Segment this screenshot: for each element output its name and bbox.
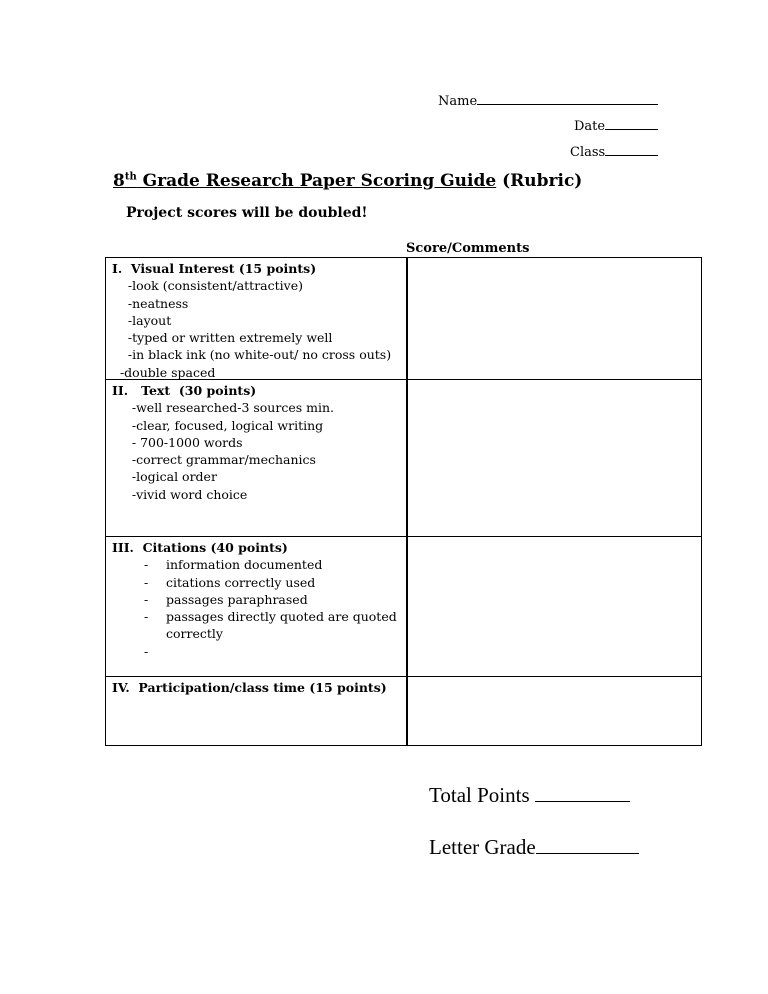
date-field xyxy=(574,117,658,135)
criteria-item: -double spaced xyxy=(112,364,216,380)
rubric-table xyxy=(105,257,702,746)
criteria-item: -typed or written extremely well xyxy=(112,330,333,346)
criteria-cell xyxy=(112,382,402,503)
criteria-item: -well researched-3 sources min. xyxy=(112,400,334,416)
rubric-row-visual-interest xyxy=(106,258,701,380)
section-heading: II. Text (30 points) xyxy=(112,383,257,398)
criteria-item: - passages directly quoted are quoted correctly xyxy=(144,609,397,642)
criteria-item: - information documented xyxy=(144,557,323,573)
criteria-item: -logical order xyxy=(112,469,217,485)
criteria-item: -layout xyxy=(112,312,172,328)
scores-doubled-notice: Project scores will be doubled! xyxy=(126,205,368,221)
criteria-item: -clear, focused, logical writing xyxy=(112,417,324,433)
criteria-item: - citations correctly used xyxy=(144,574,316,590)
name-field xyxy=(438,92,658,110)
criteria-item: -correct grammar/mechanics xyxy=(112,452,316,468)
letter-grade-field xyxy=(429,834,639,860)
criteria-item: -neatness xyxy=(112,295,189,311)
date-blank[interactable] xyxy=(605,117,658,130)
total-points-field xyxy=(429,782,630,808)
class-label: Class xyxy=(570,145,606,160)
date-label: Date xyxy=(574,119,606,134)
section-heading: IV. Participation/class time (15 points) xyxy=(112,680,387,695)
section-heading: I. Visual Interest (15 points) xyxy=(112,261,317,276)
class-blank[interactable] xyxy=(605,143,658,156)
name-label: Name xyxy=(438,94,478,109)
title-grade-number: 8 xyxy=(113,171,125,191)
class-field xyxy=(570,143,658,161)
criteria-item: -in black ink (no white-out/ no cross outs) xyxy=(112,347,392,363)
total-points-blank[interactable] xyxy=(535,783,630,802)
score-comments-header: Score/Comments xyxy=(406,241,530,256)
rubric-row-participation xyxy=(106,677,701,747)
criteria-item: -vivid word choice xyxy=(112,486,248,502)
criteria-cell xyxy=(112,679,402,696)
criteria-cell xyxy=(112,260,402,381)
title-main: Grade Research Paper Scoring Guide xyxy=(136,171,497,191)
criteria-item: - xyxy=(144,643,149,659)
section-heading: III. Citations (40 points) xyxy=(112,540,288,555)
criteria-item: -look (consistent/attractive) xyxy=(112,278,303,294)
criteria-item: - passages paraphrased xyxy=(144,591,308,607)
rubric-row-text xyxy=(106,380,701,537)
total-points-label: Total Points xyxy=(429,783,535,807)
page-title xyxy=(113,170,582,192)
rubric-row-citations xyxy=(106,537,701,677)
criteria-cell xyxy=(112,539,402,660)
title-rubric: (Rubric) xyxy=(496,171,583,191)
name-blank[interactable] xyxy=(477,92,658,105)
letter-grade-label: Letter Grade xyxy=(429,835,536,859)
letter-grade-blank[interactable] xyxy=(536,835,639,854)
criteria-item: - 700-1000 words xyxy=(112,434,243,450)
title-grade-suffix: th xyxy=(124,171,137,183)
